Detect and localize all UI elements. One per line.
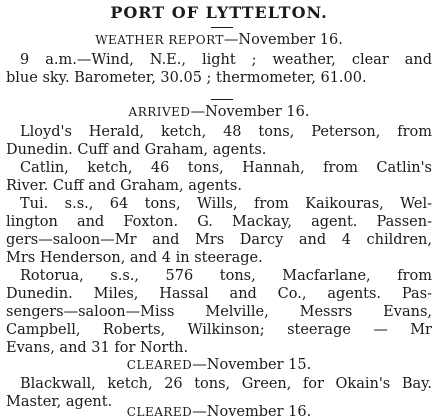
title-divider bbox=[211, 27, 233, 28]
weather-report-heading-label: WEATHER REPORT bbox=[95, 33, 224, 47]
arrived-line: lington and Foxton. G. Mackay, agent. Passen- bbox=[6, 214, 432, 230]
cleared-heading-date: —November 16. bbox=[192, 404, 312, 420]
arrived-line: Rotorua, s.s., 576 tons, Macfarlane, from bbox=[20, 268, 432, 284]
arrived-heading bbox=[6, 104, 432, 120]
cleared-line: Master, agent. bbox=[6, 394, 113, 410]
arrived-line: Campbell, Roberts, Wilkinson; steerage — Mr bbox=[6, 322, 432, 338]
weather-line: 9 a.m.—Wind, N.E., light ; weather, clear and bbox=[20, 52, 432, 68]
arrived-line: sengers—saloon—Miss Melville, Messrs Evans, bbox=[6, 304, 432, 320]
arrived-line: Dunedin. Cuff and Graham, agents. bbox=[6, 142, 267, 158]
arrived-line: Catlin, ketch, 46 tons, Hannah, from Catlin's bbox=[20, 160, 432, 176]
weather-report-heading-date: —November 16. bbox=[223, 32, 343, 48]
cleared-heading-label: CLEARED bbox=[126, 358, 193, 372]
weather-line: blue sky. Barometer, 30.05 ; thermometer, 61.00. bbox=[6, 70, 367, 86]
arrived-line: gers—saloon—Mr and Mrs Darcy and 4 children, bbox=[6, 232, 432, 248]
cleared-heading-nov-15 bbox=[6, 357, 432, 373]
arrived-line: River. Cuff and Graham, agents. bbox=[6, 178, 242, 194]
arrived-heading-label: ARRIVED bbox=[128, 105, 191, 119]
newspaper-column bbox=[6, 0, 432, 418]
arrived-line: Evans, and 31 for North. bbox=[6, 340, 189, 356]
cleared-heading-date: —November 15. bbox=[192, 357, 312, 373]
page-title: PORT OF LYTTELTON. bbox=[110, 3, 328, 22]
cleared-heading-label: CLEARED bbox=[126, 405, 193, 419]
cleared-line: Blackwall, ketch, 26 tons, Green, for Okain's Bay. bbox=[20, 376, 432, 392]
arrived-line: Tui. s.s., 64 tons, Wills, from Kaikouras, Wel- bbox=[20, 196, 432, 212]
section-divider bbox=[211, 99, 233, 100]
weather-report-heading bbox=[6, 32, 432, 48]
arrived-line: Mrs Henderson, and 4 in steerage. bbox=[6, 250, 263, 266]
arrived-line: Lloyd's Herald, ketch, 48 tons, Peterson, from bbox=[20, 124, 432, 140]
arrived-heading-date: —November 16. bbox=[190, 104, 310, 120]
arrived-line: Dunedin. Miles, Hassal and Co., agents. Pas- bbox=[6, 286, 432, 302]
